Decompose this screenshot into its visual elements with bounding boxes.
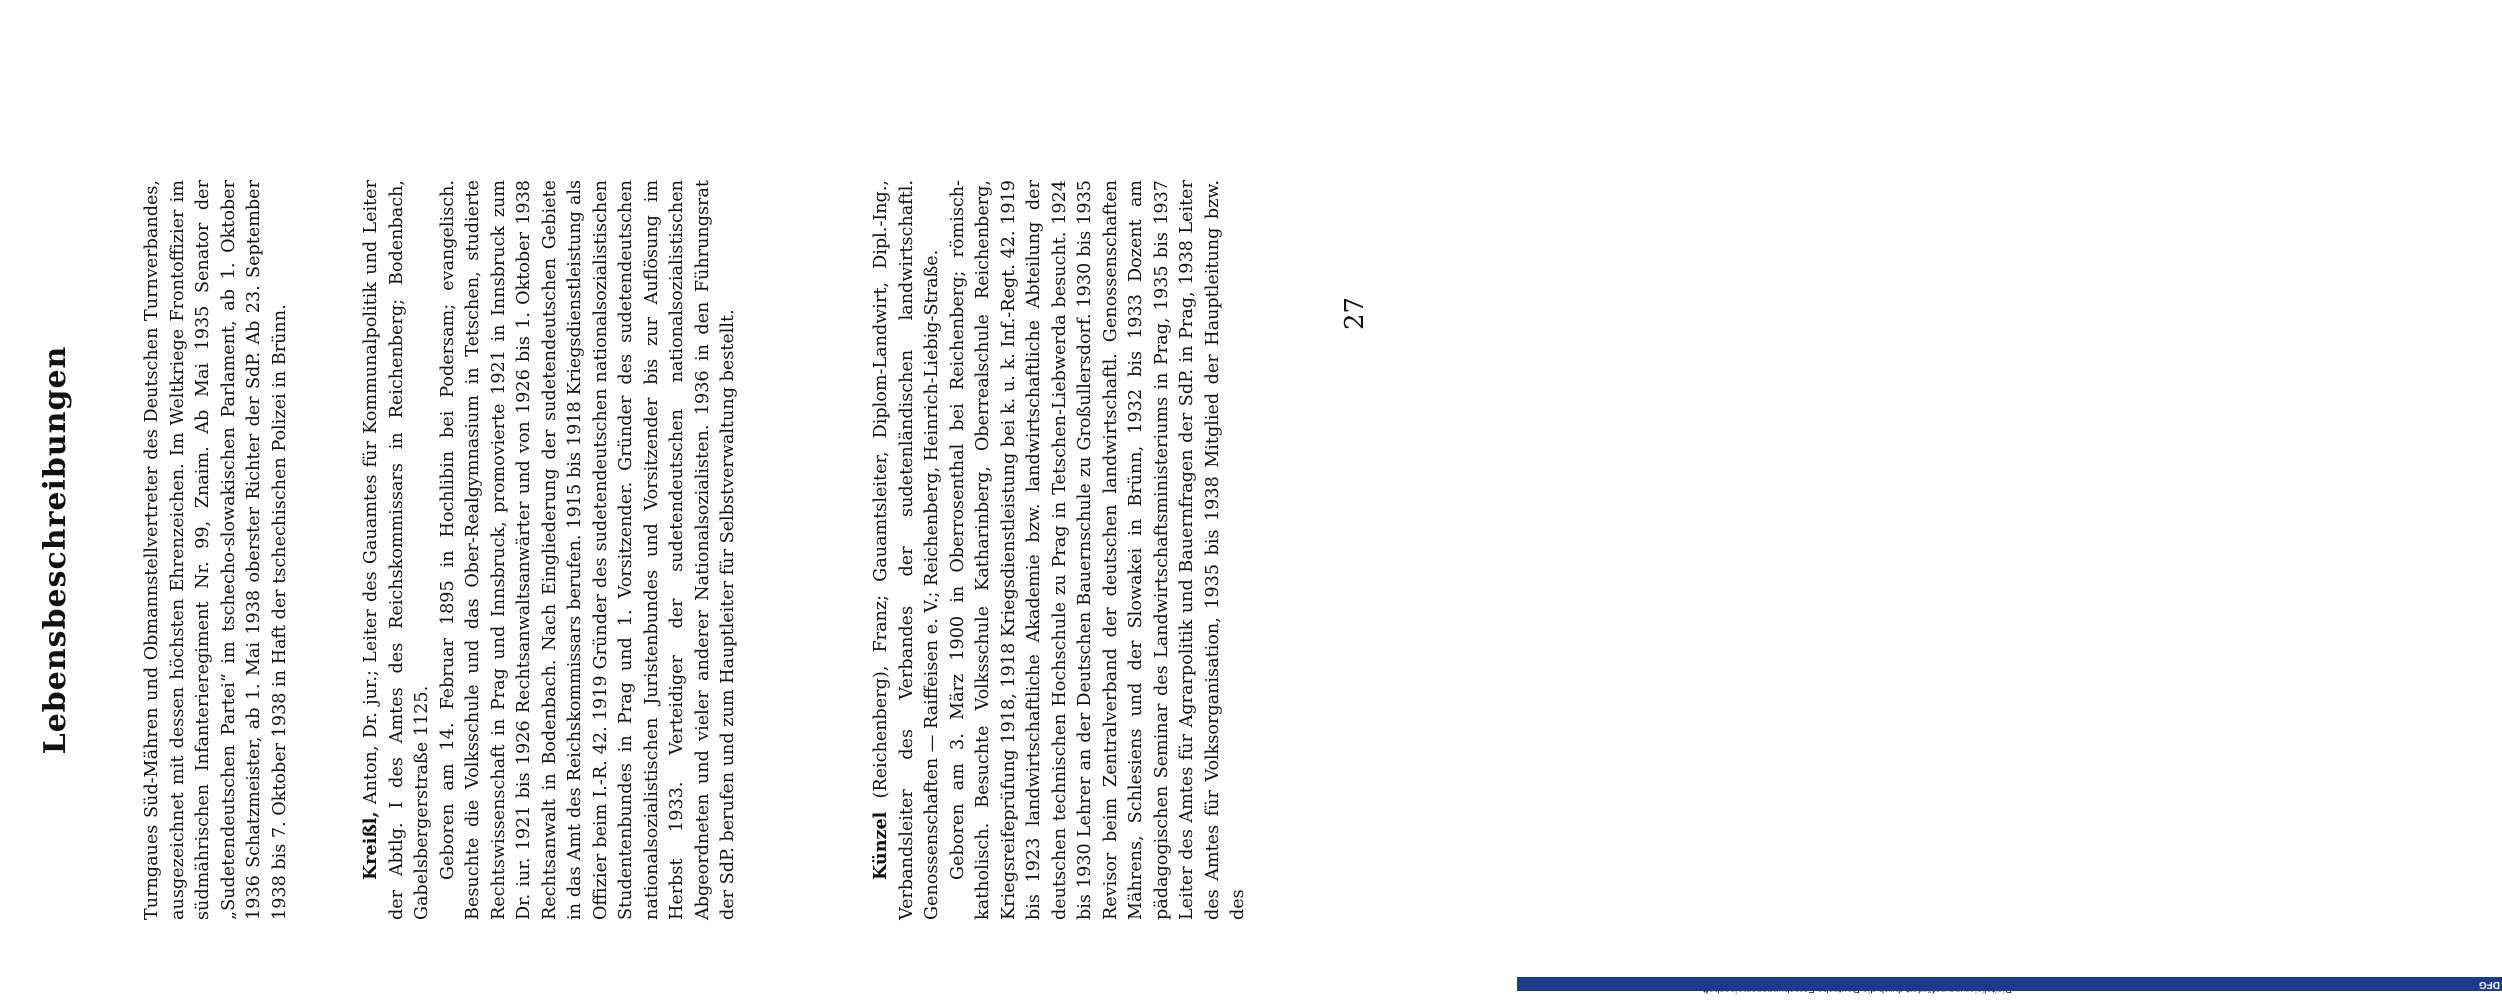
entry-body: Turngaues Süd-Mähren und Obmannstellvertreter des Deutschen Turnverbandes, ausgezeichnet mit dessen höchsten Ehrenzeichen. Im Weltkriege Frontoffizier im südmährischen Infanterieregiment Nr. 99, Znaim. Ab Mai 1935 Senator der „Sudetendeutschen Partei“ im tschecho-slowakischen Parlament, ab 1. Oktober 1936 Schatzmeister, ab 1. Mai 1938 oberster Richter der SdP. Ab 23. September 1938 bis 7. Oktober 1938 in Haft der tschechischen Polizei in Brünn.	[142, 180, 290, 920]
page-header: Lebensbeschreibungen	[38, 345, 73, 755]
entry-name: Kreißl,	[360, 811, 381, 880]
entry-intro	[358, 180, 436, 920]
entry-summary: Anton, Dr. jur.; Leiter des Gauamtes für Kommunalpolitik und Leiter der Abtlg. I des Amtes des Reichskommissars in Reichenberg; Bodenbach, Gabelsbergerstraße 1125.	[361, 180, 432, 920]
rotated-page	[38, 180, 1385, 920]
digitization-credit	[1517, 10, 2500, 995]
entry-summary: (Reichenberg), Franz; Gauamtsleiter, Diplom-Landwirt, Dipl.-Ing., Verbandsleiter des Verbandes der sudetenländischen landwirtschaftl. Genossenschaften — Raiffeisen e. V.; Reichenberg, Heinrich-Liebig-Straße.	[871, 180, 942, 920]
entry-kreissl	[358, 180, 742, 920]
page-number: 27	[1340, 296, 1370, 330]
dfg-logo: DFG	[1517, 977, 2502, 991]
entry-biography: Geboren am 14. Februar 1895 in Hochlibin bei Podersam; evangelisch. Besuchte die Volksschule und das Ober-Realgymnasium in Tetschen, studierte Rechtswissenschaft in Prag und Innsbruck, promovierte 1921 in Innsbruck zum Dr. iur. 1921 bis 1926 Rechtsanwaltsanwärter und von 1926 bis 1. Oktober 1938 Rechtsanwalt in Bodenbach. Nach Eingliederung der sudetendeutschen Gebiete in das Amt des Reichskommissars berufen. 1915 bis 1918 Kriegsdienstleistung als Offizier beim I.-R. 42. 1919 Gründer des sudetendeutschen nationalsozialistischen Studentenbundes in Prag und 1. Vorsitzender. Gründer des sudetendeutschen nationalsozialistischen Juristenbundes und Vorsitzender bis zur Auflösung im Herbst 1933. Verteidiger der sudetendeutschen nationalsozialistischen Abgeordneten und vieler anderer Nationalsozialisten. 1936 in den Führungsrat der SdP. berufen und zum Hauptleiter für Selbstverwaltung bestellt.	[437, 180, 738, 920]
entry-name: Künzel	[870, 811, 891, 880]
entry-intro	[868, 180, 946, 920]
entry-kuenzel	[868, 180, 1252, 920]
entry-continuation	[140, 180, 293, 920]
entry-biography: Geboren am 3. März 1900 in Oberrosenthal bei Reichenberg; römisch-katholisch. Besuchte Volksschule Katharinberg, Oberrealschule Reichenberg, Kriegsreifeprüfung 1918, 1918 Kriegsdienstleistung bei k. u. k. Inf.-Regt. 42. 1919 bis 1923 landwirtschaftliche Akademie bzw. landwirtschaftliche Abteilung der deutschen technischen Hochschule zu Prag in Tetschen-Liebwerda besucht. 1924 bis 1930 Lehrer an der Deutschen Bauernschule zu Großullersdorf. 1930 bis 1935 Revisor beim Zentralverband der deutschen landwirtschaftl. Genossenschaften Mährens, Schlesiens und der Slowakei in Brünn, 1932 bis 1933 Dozent am pädagogischen Seminar des Landwirtschaftsministeriums in Prag, 1935 bis 1937 Leiter des Amtes für Agrarpolitik und Bauernfragen der SdP. in Prag, 1938 Leiter des Amtes für Volksorganisation, 1935 bis 1938 Mitglied der Hauptleitung bzw. des	[947, 180, 1248, 920]
